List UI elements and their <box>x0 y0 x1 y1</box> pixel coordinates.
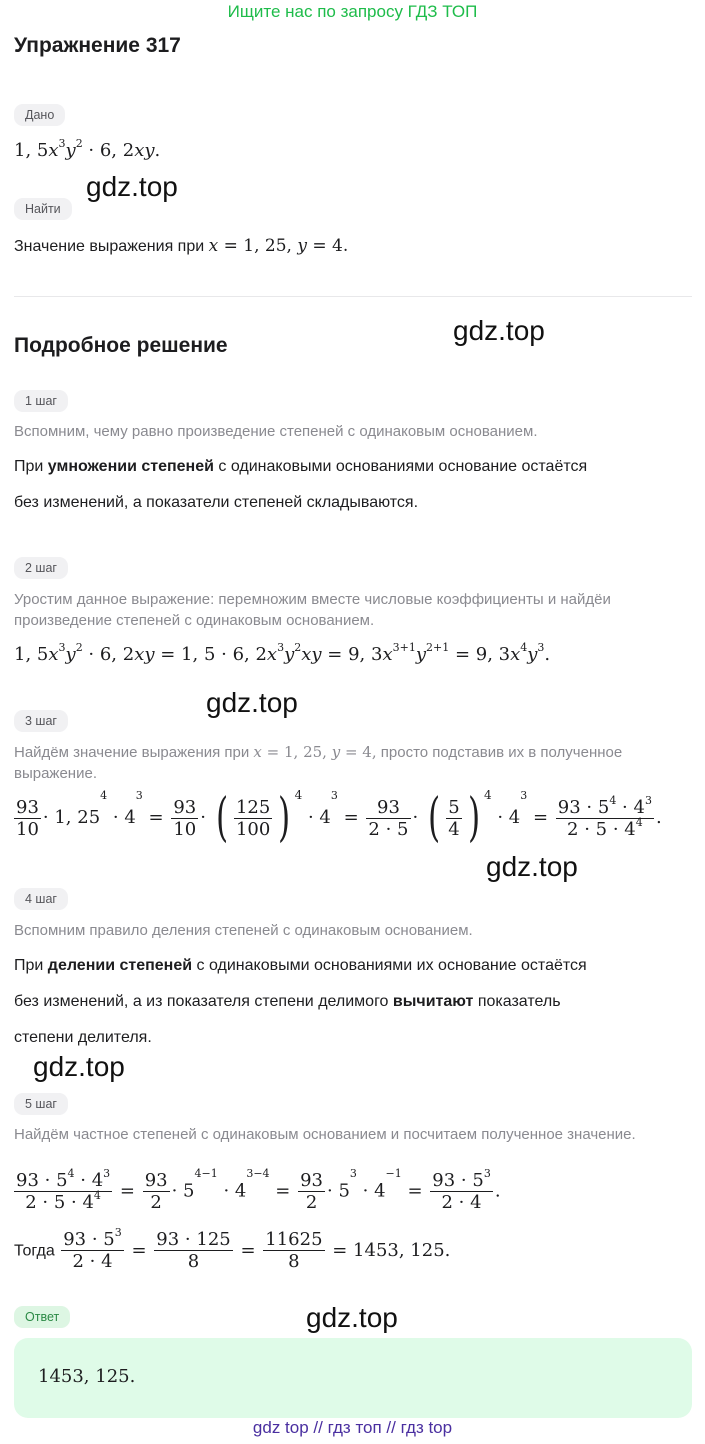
divider <box>14 296 692 297</box>
watermark: gdz.top <box>453 315 545 346</box>
text-span: с одинаковыми основаниями их основание остаётся <box>196 957 587 974</box>
watermark: gdz.top <box>206 687 298 718</box>
step-badge: 5 шаг <box>14 1093 68 1115</box>
step-hint: Уростим данное выражение: перемножим вместе числовые коэффициенты и найдёи произведение степеней с одинаковым основанием. <box>14 591 611 629</box>
bold-term: делении степеней <box>47 957 193 974</box>
bold-term: вычитают <box>392 993 474 1010</box>
solution-title: Подробное решение <box>14 334 228 357</box>
step-badge: 3 шаг <box>14 710 68 732</box>
text-span: с одинаковыми основаниями основание остаётся <box>218 458 588 475</box>
step-badge: 1 шаг <box>14 390 68 412</box>
text-span: без изменений, а из показателя степени делимого <box>14 993 389 1010</box>
text-span: Найдём значение выражения при <box>14 744 250 761</box>
step-hint <box>14 742 694 784</box>
text-line: степени делителя. <box>14 1029 152 1046</box>
step-badge: 4 шаг <box>14 888 68 910</box>
step1-text <box>14 449 694 521</box>
find-math: x = 1, 25, y = 4. <box>208 236 349 256</box>
step-hint: Вспомним, чему равно произведение степеней с одинаковым основанием. <box>14 423 538 440</box>
text-span: При <box>14 458 44 475</box>
watermark: gdz.top <box>33 1051 125 1082</box>
result-expression: $\frac{93 \cdot 5^3}{2 \cdot 4}$ = $\frac{93 \cdot 125}{8}$ = $\frac{11625}{8}$ = 1453, 125. <box>63 1226 451 1272</box>
watermark: gdz.top <box>306 1302 398 1333</box>
text-line: без изменений, а показатели степеней складываются. <box>14 494 419 511</box>
step5-result <box>14 1226 451 1272</box>
step4-text <box>14 948 694 1056</box>
watermark: gdz.top <box>86 171 178 202</box>
text-span: просто подставив их в полученное выражение. <box>14 744 623 782</box>
given-badge: Дано <box>14 104 65 126</box>
text-span: При <box>14 957 44 974</box>
find-badge: Найти <box>14 198 72 220</box>
then-label: Тогда <box>14 1242 55 1260</box>
given-expression: 1, $5x^3y^2 \cdot 6$, 2xy. <box>14 137 161 161</box>
step3-expression: $\frac{93}{10}$ · 1, $25^4 \cdot 4^3$ = $\frac{93}{10}$ · ( $\frac{125}{100}$ ) $4 \cdot 4^3$ = $\frac{93}{2 \cdot 5}$ · ( $\frac{5}{4}$ ) $4 \cdot 4^3$ = $\frac{93 \cdot 5^4 \cdot 4^3}{2 \cdot 5 \cdot 4^4}$ . <box>16 788 662 848</box>
find-text-label: Значение выражения при <box>14 238 205 255</box>
watermark: gdz.top <box>486 851 578 882</box>
step-hint: Найдём частное степеней с одинаковым основанием и посчитаем полученное значение. <box>14 1126 636 1143</box>
step5-expression: $\frac{93 \cdot 5^4 \cdot 4^3}{2 \cdot 5 \cdot 4^4}$ = $\frac{93}{2}$ · $5^{4-1} \cdot 4^{3-4}$ = $\frac{93}{2}$ · $5^3 \cdot 4^{-1}$ = $\frac{93 \cdot 5^3}{2 \cdot 4}$ . <box>16 1167 501 1213</box>
bold-term: умножении степеней <box>47 458 214 475</box>
step-hint: Вспомним правило деления степеней с одинаковым основанием. <box>14 922 473 939</box>
answer-badge: Ответ <box>14 1306 70 1328</box>
text-span: показатель <box>477 993 561 1010</box>
step-badge: 2 шаг <box>14 557 68 579</box>
page-title: Упражнение 317 <box>14 34 181 57</box>
search-banner[interactable]: Ищите нас по запросу ГДЗ ТОП <box>227 2 478 21</box>
answer-value: 1453, 125. <box>38 1366 136 1387</box>
find-text <box>14 236 348 256</box>
footer-links[interactable]: gdz top // гдз топ // гдз top <box>252 1418 453 1437</box>
hint-math: x = 1, 25, y = 4, <box>253 743 377 761</box>
step2-expression: 1, $5x^3y^2 \cdot 6$, 2xy = 1, 5 · 6, $2x^3y^2xy = 9$, $3x^{3+1}y^{2+1} = 9$, $3x^4y^3$. <box>14 641 551 665</box>
